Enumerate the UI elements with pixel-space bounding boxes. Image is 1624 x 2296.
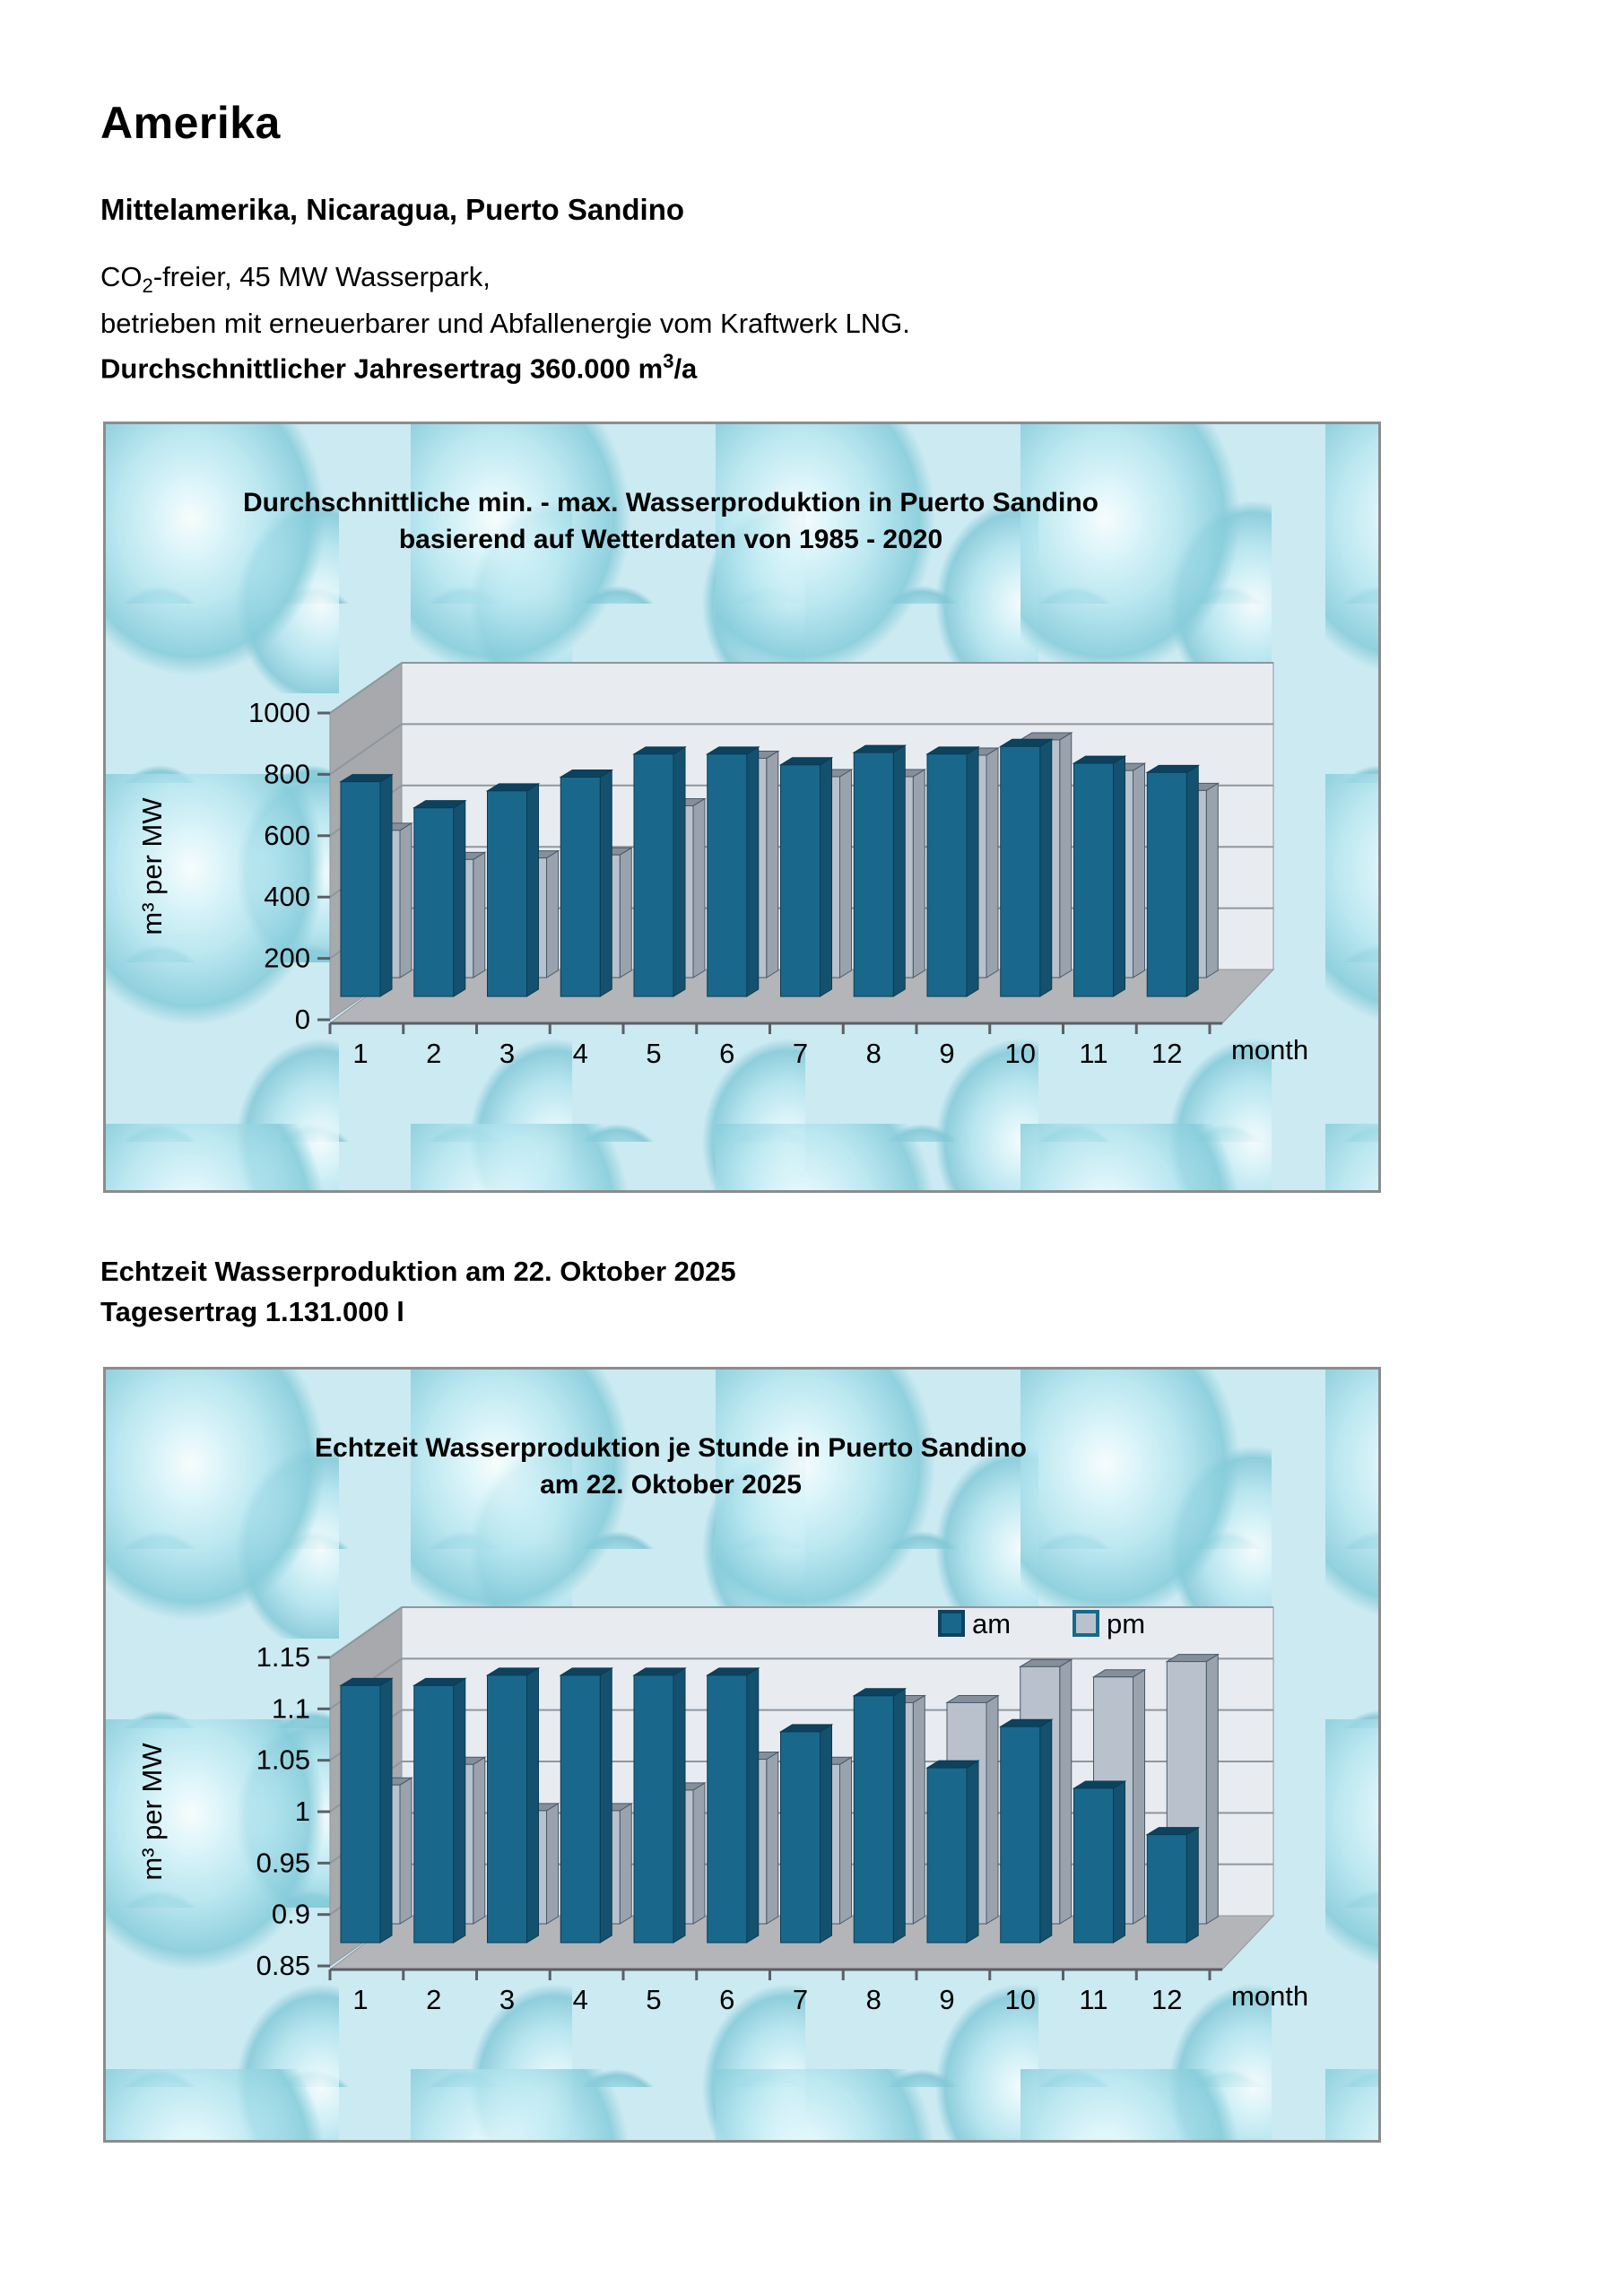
x-tick-label: 10 <box>1004 1984 1036 2015</box>
chart-title-line1: Durchschnittliche min. - max. Wasserproduktion in Puerto Sandino <box>242 488 1099 517</box>
bar-max-1-front <box>341 782 380 996</box>
x-tick-label: 5 <box>646 1038 662 1069</box>
x-axis-title: month <box>1231 1034 1309 1065</box>
bar-min-4-side <box>620 848 631 978</box>
bar-pm-12-side <box>1206 1655 1218 1924</box>
x-tick-label: 4 <box>572 1984 588 2015</box>
y-tick-label: 1.15 <box>256 1641 310 1673</box>
y-axis-title: m³ per MW <box>136 797 168 935</box>
bar-max-12-front <box>1147 772 1186 996</box>
bar-min-7-side <box>840 770 852 978</box>
bar-am-8-side <box>893 1689 905 1943</box>
bar-am-12-front <box>1147 1835 1186 1943</box>
y-tick-label: 0.9 <box>271 1898 310 1930</box>
bar-max-6-side <box>747 747 759 996</box>
bar-am-9-front <box>927 1768 967 1943</box>
x-tick-label: 9 <box>939 1038 955 1069</box>
bar-max-2-front <box>414 808 454 996</box>
bar-min-6-side <box>767 751 778 978</box>
bar-max-3-side <box>527 784 539 996</box>
bar-am-10-side <box>1040 1719 1052 1943</box>
y-axis-title-group <box>136 797 168 935</box>
intro-line-co2: $CO_2$-freier, 45 MW Wasserpark, <box>100 261 491 298</box>
bar-am-2-side <box>454 1678 465 1943</box>
page-subtitle: Mittelamerika, Nicaragua, Puerto Sandino <box>100 193 685 226</box>
chart-figure-average-production <box>103 422 1381 1193</box>
bar-am-11-front <box>1074 1788 1114 1943</box>
bar-pm-4-side <box>620 1804 631 1924</box>
y-tick-label: 400 <box>264 881 310 913</box>
bar-min-12-side <box>1206 783 1218 978</box>
bar-min-8-side <box>913 770 925 978</box>
bar-pm-1-side <box>400 1778 412 1924</box>
x-tick-label: 12 <box>1151 1038 1183 1069</box>
bar-am-7-side <box>821 1725 832 1943</box>
y-tick-label: 1000 <box>248 697 310 728</box>
y-tick-label: 0 <box>294 1004 310 1035</box>
bar-min-11-side <box>1133 763 1145 978</box>
chart-figure-realtime-production <box>103 1367 1381 2143</box>
bar-max-8-front <box>854 752 893 996</box>
bar-pm-3-side <box>547 1804 559 1924</box>
x-tick-label: 12 <box>1151 1984 1183 2015</box>
bar-min-1-side <box>400 823 412 978</box>
realtime-heading <box>100 1251 736 1332</box>
average-production-chart <box>106 424 1378 1190</box>
bar-max-1-side <box>380 775 392 996</box>
y-tick-label: 600 <box>264 819 310 851</box>
realtime-heading-line2: Tagesertrag 1.131.000 l <box>100 1296 404 1327</box>
bar-max-11-side <box>1114 756 1125 996</box>
bar-min-10-side <box>1060 733 1072 978</box>
y-tick-label: 200 <box>264 942 310 974</box>
bar-max-2-side <box>454 801 465 996</box>
bar-pm-7-side <box>840 1757 852 1924</box>
bar-max-8-side <box>893 745 905 996</box>
x-tick-label: 7 <box>792 1984 809 2015</box>
bar-max-4-front <box>560 777 600 996</box>
bar-am-7-front <box>781 1732 821 1943</box>
y-axis-title-group <box>136 1743 168 1881</box>
y-tick-label: 800 <box>264 758 310 790</box>
x-tick-label: 9 <box>939 1984 955 2015</box>
bar-am-5-side <box>673 1668 685 1943</box>
bar-max-9-side <box>967 747 978 996</box>
bar-pm-11-side <box>1133 1670 1145 1924</box>
bar-am-9-side <box>967 1761 978 1943</box>
bar-am-12-side <box>1186 1828 1198 1943</box>
legend-label-pm: pm <box>1107 1608 1146 1639</box>
x-tick-label: 6 <box>719 1984 735 2015</box>
y-tick-label: 0.85 <box>256 1950 310 1981</box>
bar-max-9-front <box>927 754 967 996</box>
intro-line-energy: betrieben mit erneuerbarer und Abfallenergie vom Kraftwerk LNG. <box>100 308 910 340</box>
bar-am-3-side <box>527 1668 539 1943</box>
x-tick-label: 6 <box>719 1038 735 1069</box>
bar-am-5-front <box>634 1675 673 1943</box>
bar-am-4-side <box>600 1668 612 1943</box>
chart-title-line2: am 22. Oktober 2025 <box>540 1470 802 1500</box>
y-axis-title: m³ per MW <box>136 1743 168 1881</box>
intro-paragraph <box>100 258 910 388</box>
chart-title-line2: basierend auf Wetterdaten von 1985 - 2020 <box>398 525 943 554</box>
realtime-production-chart <box>106 1370 1378 2140</box>
bar-am-11-side <box>1114 1781 1125 1943</box>
bar-max-6-front <box>708 754 747 996</box>
bar-max-5-front <box>634 754 673 996</box>
x-tick-label: 8 <box>865 1984 881 2015</box>
x-tick-label: 10 <box>1004 1038 1036 1069</box>
bar-max-5-side <box>673 747 685 996</box>
bar-max-10-side <box>1040 739 1052 996</box>
bar-am-8-front <box>854 1696 893 1943</box>
bar-am-1-side <box>380 1678 392 1943</box>
bar-pm-10-side <box>1060 1659 1072 1924</box>
bar-max-3-front <box>488 791 527 996</box>
bar-min-9-side <box>986 748 998 978</box>
x-tick-label: 7 <box>792 1038 809 1069</box>
realtime-heading-line1: Echtzeit Wasserproduktion am 22. Oktober 2025 <box>100 1256 736 1287</box>
intro-line-yield: Durchschnittlicher Jahresertrag 360.000 $m^3/a$ <box>100 350 698 385</box>
bar-pm-8-side <box>913 1695 925 1924</box>
x-tick-label: 4 <box>572 1038 588 1069</box>
bar-am-1-front <box>341 1685 380 1943</box>
x-tick-label: 2 <box>426 1038 442 1069</box>
bar-pm-9-side <box>986 1695 998 1924</box>
bar-max-11-front <box>1074 763 1114 996</box>
bar-am-2-front <box>414 1685 454 1943</box>
bar-am-6-side <box>747 1668 759 1943</box>
x-tick-label: 11 <box>1079 1984 1108 2015</box>
bar-am-4-front <box>560 1675 600 1943</box>
x-tick-label: 1 <box>352 1038 369 1069</box>
bar-max-7-front <box>781 765 821 996</box>
y-tick-label: 1 <box>294 1796 310 1827</box>
bar-am-10-front <box>1001 1726 1040 1943</box>
bar-min-3-side <box>547 851 559 978</box>
bar-max-7-side <box>821 758 832 996</box>
bar-max-10-front <box>1001 746 1040 996</box>
bar-min-2-side <box>473 852 485 978</box>
bar-pm-2-side <box>473 1757 485 1924</box>
legend-label-am: am <box>972 1608 1012 1639</box>
x-tick-label: 8 <box>865 1038 881 1069</box>
bar-pm-5-side <box>693 1783 705 1924</box>
x-axis-title: month <box>1231 1980 1309 2012</box>
x-tick-label: 5 <box>646 1984 662 2015</box>
y-tick-label: 0.95 <box>256 1847 310 1879</box>
x-tick-label: 3 <box>499 1038 516 1069</box>
chart-title-line1: Echtzeit Wasserproduktion je Stunde in Puerto Sandino <box>315 1433 1027 1463</box>
y-tick-label: 1.1 <box>271 1692 310 1725</box>
bar-min-5-side <box>693 798 705 978</box>
bar-max-4-side <box>600 770 612 996</box>
x-tick-label: 3 <box>499 1984 516 2015</box>
bar-am-6-front <box>708 1675 747 1943</box>
legend-swatch-pm <box>1074 1612 1098 1635</box>
x-tick-label: 1 <box>352 1984 369 2015</box>
y-tick-label: 1.05 <box>256 1744 310 1776</box>
x-tick-label: 2 <box>426 1984 442 2015</box>
bar-pm-6-side <box>767 1752 778 1924</box>
page-title: Amerika <box>100 98 281 148</box>
x-tick-label: 11 <box>1079 1038 1108 1069</box>
legend-swatch-am <box>940 1612 963 1635</box>
bar-max-12-side <box>1186 765 1198 996</box>
bar-am-3-front <box>488 1675 527 1943</box>
